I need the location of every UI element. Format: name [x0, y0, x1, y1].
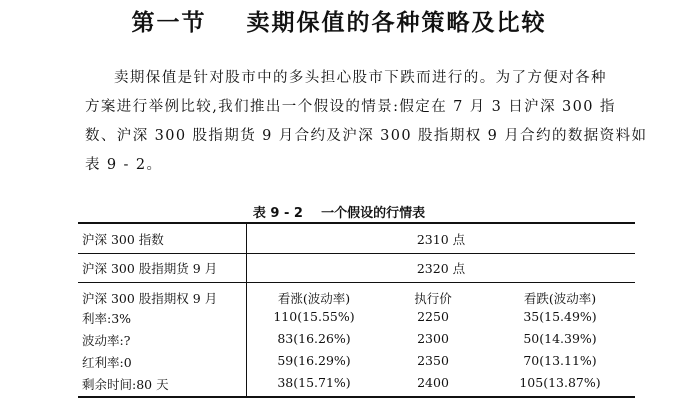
futures-value: 2320 点 [416, 261, 466, 276]
strike-price: 2250 [417, 309, 449, 324]
put-price: 70(13.11%) [523, 353, 597, 368]
table-caption: 表 9 - 2 一个假设的行情表 [252, 206, 426, 221]
param-dividend-rate: 红利率:0 [82, 355, 132, 370]
put-price: 105(13.87%) [519, 375, 601, 390]
call-price: 38(15.71%) [277, 375, 351, 390]
strike-price: 2400 [417, 375, 449, 390]
param-interest-rate: 利率:3% [82, 311, 132, 326]
put-price: 50(14.39%) [523, 331, 597, 346]
put-price: 35(15.49%) [523, 309, 597, 324]
futures-label: 沪深 300 股指期货 9 月 [82, 261, 218, 276]
index-label: 沪深 300 指数 [82, 232, 164, 247]
paragraph-line: 卖期保值是针对股市中的多头担心股市下跌而进行的。为了方便对各种 [114, 70, 607, 86]
put-header: 看跌(波动率) [523, 291, 597, 306]
market-data-table [78, 222, 635, 398]
call-price: 59(16.29%) [277, 353, 351, 368]
strike-header: 执行价 [414, 291, 452, 306]
call-price: 110(15.55%) [273, 309, 355, 324]
table-row-divider [78, 282, 635, 283]
paragraph-line: 方案进行举例比较,我们推出一个假设的情景:假定在 7 月 3 日沪深 300 指 [85, 99, 616, 115]
strike-price: 2350 [417, 353, 449, 368]
section-title: 第一节 卖期保值的各种策略及比较 [131, 10, 547, 36]
table-row-divider [78, 253, 635, 254]
call-header: 看涨(波动率) [277, 291, 351, 306]
table-top-rule [78, 222, 635, 224]
param-volatility: 波动率:? [82, 333, 131, 348]
index-value: 2310 点 [416, 232, 466, 247]
options-label: 沪深 300 股指期权 9 月 [82, 291, 218, 306]
body-paragraph [85, 64, 648, 180]
param-time-remaining: 剩余时间:80 天 [82, 377, 169, 392]
paragraph-line: 数、沪深 300 股指期货 9 月合约及沪深 300 股指期权 9 月合约的数据资料如 [85, 128, 648, 144]
table-bottom-rule [78, 396, 635, 398]
strike-price: 2300 [417, 331, 449, 346]
call-price: 83(16.26%) [277, 331, 351, 346]
paragraph-line: 表 9 - 2。 [85, 157, 163, 173]
